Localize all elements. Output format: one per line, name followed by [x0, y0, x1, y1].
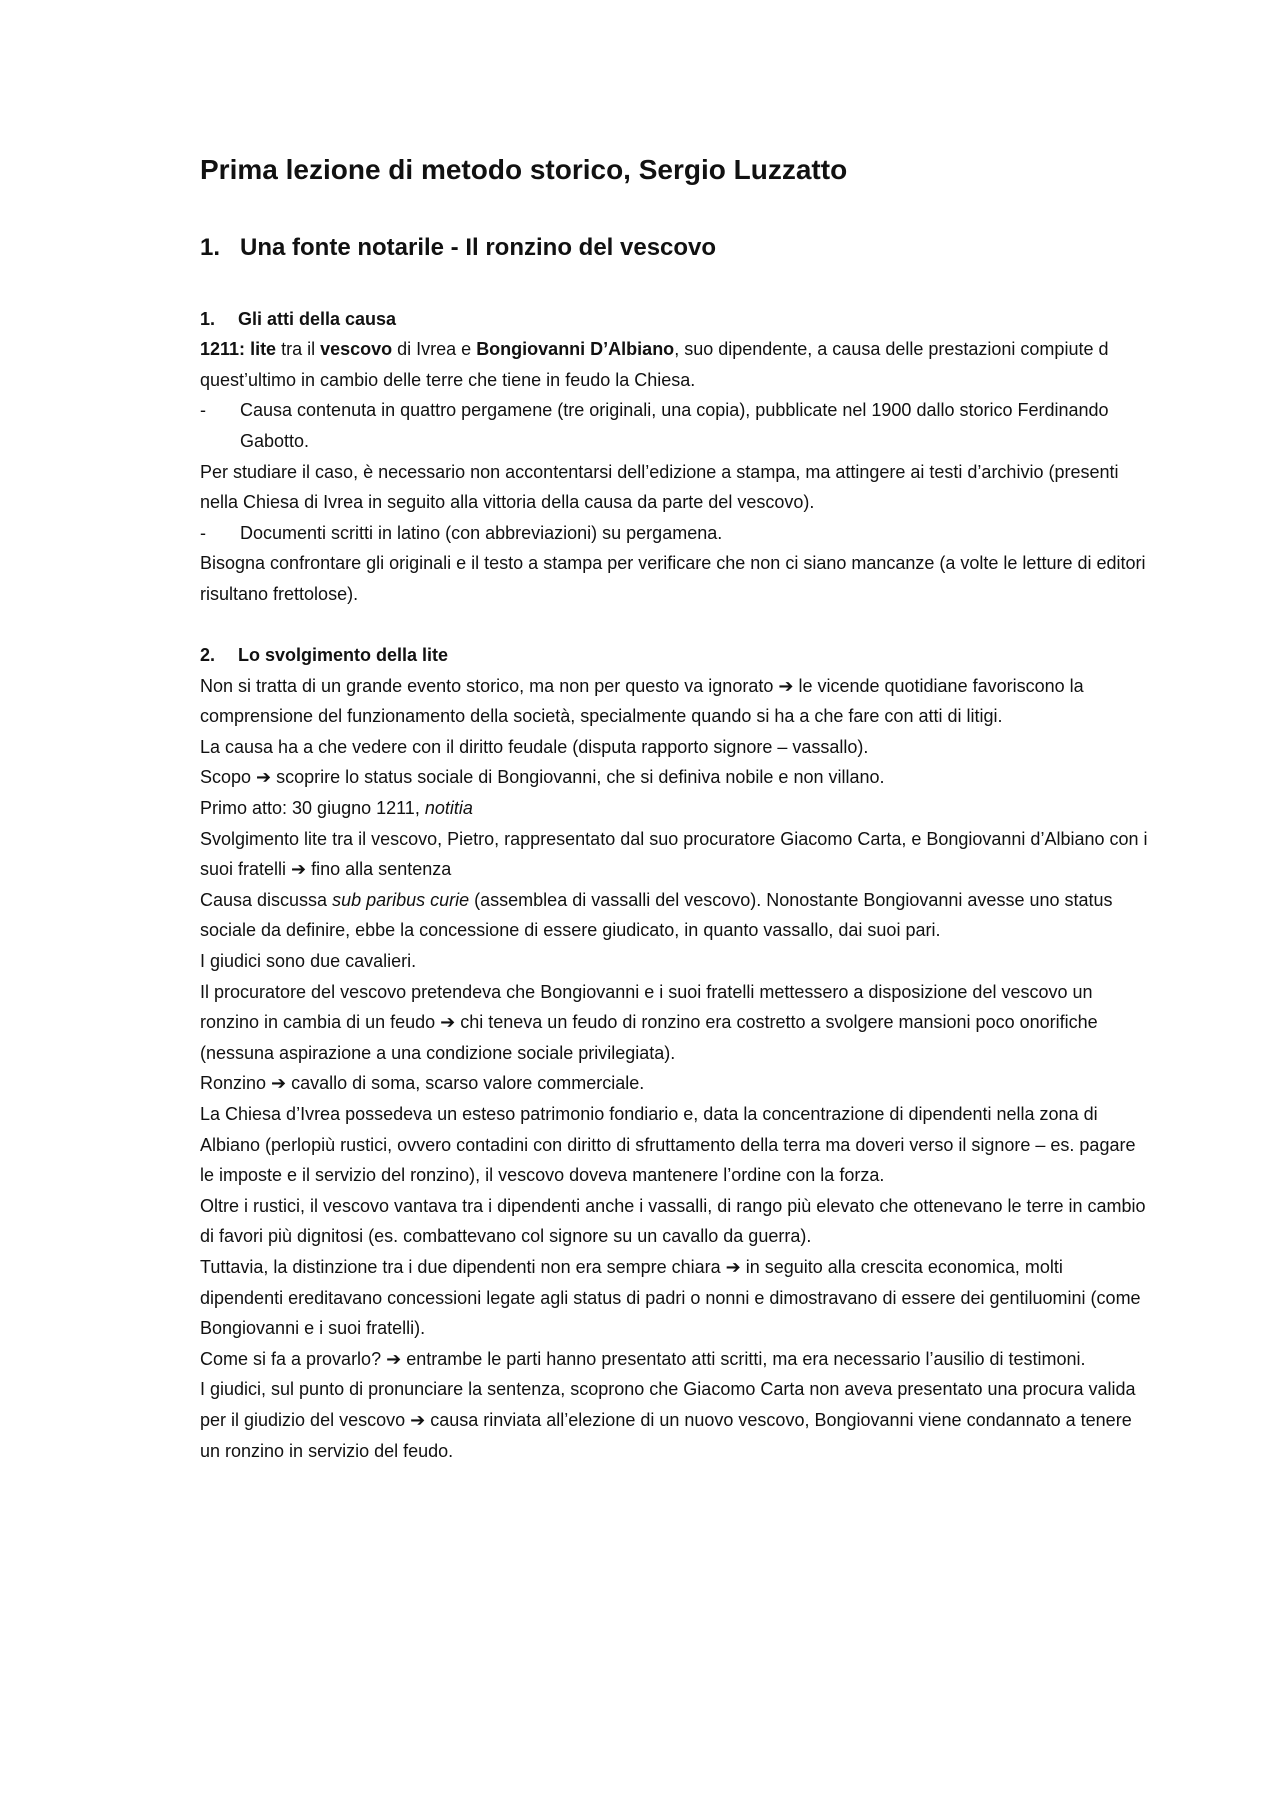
list-dash: -: [200, 522, 206, 543]
text-run: causa rinviata all’elezione di un nuovo vescovo, Bongiovanni viene condannato a tenere un ronzino in servizio del feudo.: [200, 1409, 1132, 1461]
arrow-icon: ➔: [386, 1348, 402, 1369]
list-item-text: Causa contenuta in quattro pergamene (tre originali, una copia), pubblicate nel 1900 dallo storico Ferdinando Gabotto.: [240, 400, 1109, 451]
lite-term: lite: [250, 339, 277, 360]
text-run: Ronzino: [200, 1073, 272, 1094]
text-run: , suo dipendente, a causa delle prestazioni compiute d quest’ultimo in cambio delle terre che tiene in feudo la Chiesa.: [200, 339, 1109, 390]
text-run: entrambe le parti hanno presentato atti scritti, ma era necessario l’ausilio di testimoni.: [401, 1348, 1086, 1369]
text-run: Svolgimento lite tra il vescovo, Pietro, rappresentato dal suo procuratore Giacomo Carta, e Bongiovanni d’Albiano con i suoi fratelli: [200, 828, 1148, 880]
chapter-title: Una fonte notarile - Il ronzino del vescovo: [240, 234, 717, 262]
paragraph: I giudici sono due cavalieri.: [200, 951, 417, 972]
year-label: 1211:: [200, 339, 246, 360]
vescovo-term: vescovo: [320, 339, 393, 360]
text-run: tra il: [276, 339, 321, 360]
section-2-heading: [200, 640, 1150, 671]
chapter-heading: [200, 232, 1150, 263]
text-run: Non si tratta di un grande evento storico, ma non per questo va ignorato: [200, 675, 779, 696]
text-run: I giudici, sul punto di pronunciare la sentenza, scoprono che Giacomo Carta non aveva presentato una procura valida per il giudizio del vescovo: [200, 1379, 1136, 1430]
paragraph: [200, 1068, 1150, 1099]
paragraph: Per studiare il caso, è necessario non accontentarsi dell’edizione a stampa, ma attingere ai testi d’archivio (presenti nella Chiesa di Ivrea in seguito alla vittoria della causa da parte del vescovo).: [200, 461, 1119, 513]
text-run: Causa discussa: [200, 889, 333, 910]
latin-term: sub paribus curie: [332, 889, 470, 910]
arrow-icon: ➔: [271, 1073, 287, 1094]
text-run: Primo atto: 30 giugno 1211,: [200, 798, 425, 819]
text-run: scoprire lo status sociale di Bongiovanni, che si definiva nobile e non villano.: [271, 767, 885, 788]
bongiovanni-name: Bongiovanni D’Albiano: [476, 339, 675, 360]
section-1-heading: [200, 304, 1150, 335]
paragraph: [200, 671, 1150, 732]
notitia-term: notitia: [424, 798, 473, 819]
list-item-text: Documenti scritti in latino (con abbreviazioni) su pergamena.: [240, 522, 723, 543]
document-title: Prima lezione di metodo storico, Sergio Luzzatto: [200, 154, 848, 185]
section-2-number: 2.: [200, 645, 216, 666]
text-run: (assemblea di vassalli del vescovo). Nonostante Bongiovanni avesse uno status sociale da definire, ebbe la concessione di essere giudicato, in quanto vassallo, dai suoi pari.: [200, 889, 1113, 941]
paragraph: [200, 762, 1150, 793]
paragraph: La causa ha a che vedere con il diritto feudale (disputa rapporto signore – vassallo).: [200, 736, 869, 757]
list-item: [200, 518, 1150, 549]
paragraph: La Chiesa d’Ivrea possedeva un esteso patrimonio fondiario e, data la concentrazione di dipendenti nella zona di Albiano (perlopiù rustici, ovvero contadini con diritto di sfruttamento della terra ma doveri verso il signore – es. pagare le imposte e il servizio del ronzino), il vescovo doveva mantenere l’ordine con la forza.: [200, 1104, 1136, 1186]
text-run: di Ivrea e: [392, 339, 477, 360]
text-run: cavallo di soma, scarso valore commerciale.: [286, 1073, 645, 1094]
arrow-icon: ➔: [410, 1409, 426, 1430]
paragraph: [200, 793, 1150, 824]
arrow-icon: ➔: [440, 1012, 456, 1033]
arrow-icon: ➔: [291, 859, 307, 880]
text-run: in seguito alla crescita economica, molti dipendenti ereditavano concessioni legate agli status di padri o nonni e dimostravano di essere dei gentiluomini (come Bongiovanni e i suoi fratelli).: [200, 1256, 1141, 1339]
section-1: [200, 304, 1150, 610]
text-run: fino alla sentenza: [306, 859, 452, 880]
paragraph: [200, 334, 1150, 395]
paragraph: [200, 1252, 1150, 1344]
section-2-title: Lo svolgimento della lite: [238, 645, 449, 666]
arrow-icon: ➔: [725, 1256, 741, 1277]
paragraph: Oltre i rustici, il vescovo vantava tra i dipendenti anche i vassalli, di rango più elevato che ottenevano le terre in cambio di favori più dignitosi (es. combattevano col signore su un cavallo da guerra).: [200, 1195, 1146, 1247]
text-run: Il procuratore del vescovo pretendeva che Bongiovanni e i suoi fratelli mettessero a disposizione del vescovo un ronzino in cambia di un feudo: [200, 981, 1093, 1033]
text-run: chi teneva un feudo di ronzino era costretto a svolgere mansioni poco onorifiche (nessuna aspirazione a una condizione sociale privilegiata).: [200, 1012, 1098, 1063]
list-item: [200, 395, 1150, 456]
paragraph: [200, 824, 1150, 885]
text-run: Come si fa a provarlo?: [200, 1348, 387, 1369]
text-run: Scopo: [200, 767, 257, 788]
paragraph: Bisogna confrontare gli originali e il testo a stampa per verificare che non ci siano mancanze (a volte le letture di editori risultano frettolose).: [200, 553, 1146, 604]
section-1-title: Gli atti della causa: [238, 308, 397, 329]
paragraph: [200, 977, 1150, 1069]
section-1-number: 1.: [200, 308, 216, 329]
paragraph: [200, 1374, 1150, 1466]
paragraph: [200, 1344, 1150, 1375]
arrow-icon: ➔: [778, 675, 794, 696]
text-run: Tuttavia, la distinzione tra i due dipendenti non era sempre chiara: [200, 1256, 726, 1277]
spacer: [200, 610, 1150, 641]
arrow-icon: ➔: [256, 767, 272, 788]
chapter-number: 1.: [200, 234, 221, 262]
paragraph: [200, 885, 1150, 946]
section-2: [200, 640, 1150, 1466]
list-dash: -: [200, 400, 206, 421]
text-run: le vicende quotidiane favoriscono la comprensione del funzionamento della società, specialmente quando si ha a che fare con atti di litigi.: [200, 675, 1084, 727]
